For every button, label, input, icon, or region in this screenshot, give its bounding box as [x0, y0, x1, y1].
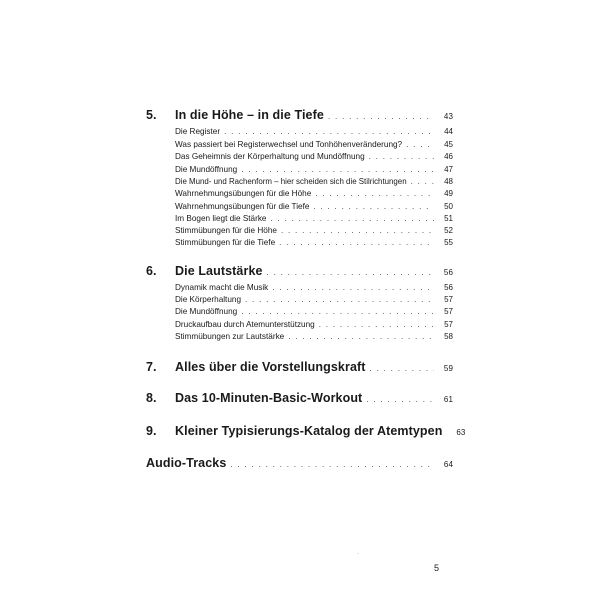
dot-leader	[245, 295, 434, 304]
dot-leader	[267, 268, 434, 277]
chapter-title: Kleiner Typisierungs-Katalog der Atemtypen	[175, 424, 443, 438]
page-number: 52	[444, 226, 453, 235]
chapter-9-row[interactable]	[146, 424, 466, 438]
section-row[interactable]	[175, 177, 453, 186]
section-row[interactable]	[175, 152, 453, 161]
section-title: Die Register	[175, 127, 221, 136]
section-row[interactable]	[175, 214, 453, 223]
section-row[interactable]	[175, 283, 453, 292]
page-number: 50	[444, 202, 453, 211]
chapter-number: 8.	[146, 391, 157, 405]
chapter-number: 9.	[146, 424, 157, 438]
section-row[interactable]	[175, 307, 453, 316]
section-row[interactable]	[175, 202, 453, 211]
section-title: Wahrnehmungsübungen für die Höhe	[175, 189, 312, 198]
section-title: Stimmübungen für die Höhe	[175, 226, 277, 235]
chapter-6-row[interactable]	[146, 264, 453, 278]
section-row[interactable]	[175, 127, 453, 136]
dot-leader	[370, 364, 434, 373]
dot-leader	[313, 202, 434, 211]
dot-leader	[315, 189, 434, 198]
section-title: Stimmübungen für die Tiefe	[175, 238, 276, 247]
dot-leader	[241, 165, 434, 174]
section-row[interactable]	[175, 295, 453, 304]
section-title: Was passiert bei Registerwechsel und Tonhöhenveränderung?	[175, 140, 403, 149]
page-number: 55	[444, 238, 453, 247]
dot-leader	[270, 214, 434, 223]
chapter-title: In die Höhe – in die Tiefe	[175, 108, 324, 122]
section-title: Die Mundöffnung	[175, 307, 238, 316]
section-title: Stimmübungen zur Lautstärke	[175, 332, 285, 341]
section-title: Die Körperhaltung	[175, 295, 241, 304]
page-number: 45	[444, 140, 453, 149]
dot-leader	[272, 283, 434, 292]
folio-page-number: 5	[434, 563, 440, 573]
section-title: Im Bogen liegt die Stärke	[175, 214, 267, 223]
section-row[interactable]	[175, 226, 453, 235]
audio-tracks-title: Audio-Tracks	[146, 456, 227, 470]
page-number: 61	[443, 395, 453, 404]
dot-leader	[369, 152, 434, 161]
dot-leader	[281, 226, 434, 235]
page-number: 56	[444, 283, 453, 292]
section-row[interactable]	[175, 320, 453, 329]
page-number: 46	[444, 152, 453, 161]
page-number: 44	[444, 127, 453, 136]
dot-leader	[279, 238, 434, 247]
chapter-title: Alles über die Vorstellungskraft	[175, 360, 366, 374]
dot-leader	[288, 332, 434, 341]
chapter-number: 6.	[146, 264, 157, 278]
section-title: Dynamik macht die Musik	[175, 283, 269, 292]
dot-leader	[224, 127, 434, 136]
chapter-7-row[interactable]	[146, 360, 453, 374]
section-row[interactable]	[175, 332, 453, 341]
section-row[interactable]	[175, 140, 453, 149]
chapter-number: 5.	[146, 108, 157, 122]
section-row[interactable]	[175, 189, 453, 198]
section-title: Druckaufbau durch Atemunterstützung	[175, 320, 315, 329]
page-number: 63	[456, 428, 466, 437]
dot-leader	[328, 112, 434, 121]
chapter-number: 7.	[146, 360, 157, 374]
page-number: 58	[444, 332, 453, 341]
dot-leader	[319, 320, 434, 329]
page-number: 57	[444, 307, 453, 316]
section-row[interactable]	[175, 165, 453, 174]
dot-leader	[406, 140, 434, 149]
page-number: 64	[443, 460, 453, 469]
page-number: 47	[444, 165, 453, 174]
page-number: 49	[444, 189, 453, 198]
audio-tracks-row[interactable]	[146, 456, 453, 470]
page-number: 51	[444, 214, 453, 223]
page-number: 48	[444, 177, 453, 186]
chapter-5-row[interactable]	[146, 108, 453, 122]
page-number: 56	[443, 268, 453, 277]
section-title: Die Mund- und Rachenform – hier scheiden sich die Stilrichtungen	[175, 177, 407, 186]
print-mark: ·	[357, 551, 359, 557]
chapter-title: Das 10-Minuten-Basic-Workout	[175, 391, 363, 405]
chapter-title: Die Lautstärke	[175, 264, 263, 278]
section-title: Das Geheimnis der Körperhaltung und Mundöffnung	[175, 152, 365, 161]
dot-leader	[230, 460, 434, 469]
page-number: 59	[443, 364, 453, 373]
dot-leader	[241, 307, 434, 316]
chapter-8-row[interactable]	[146, 391, 453, 405]
page-number: 43	[443, 112, 453, 121]
section-title: Die Mundöffnung	[175, 165, 238, 174]
page-number: 57	[444, 320, 453, 329]
section-title: Wahrnehmungsübungen für die Tiefe	[175, 202, 310, 211]
section-row[interactable]	[175, 238, 453, 247]
dot-leader	[366, 395, 434, 404]
dot-leader	[411, 177, 434, 186]
page-number: 57	[444, 295, 453, 304]
